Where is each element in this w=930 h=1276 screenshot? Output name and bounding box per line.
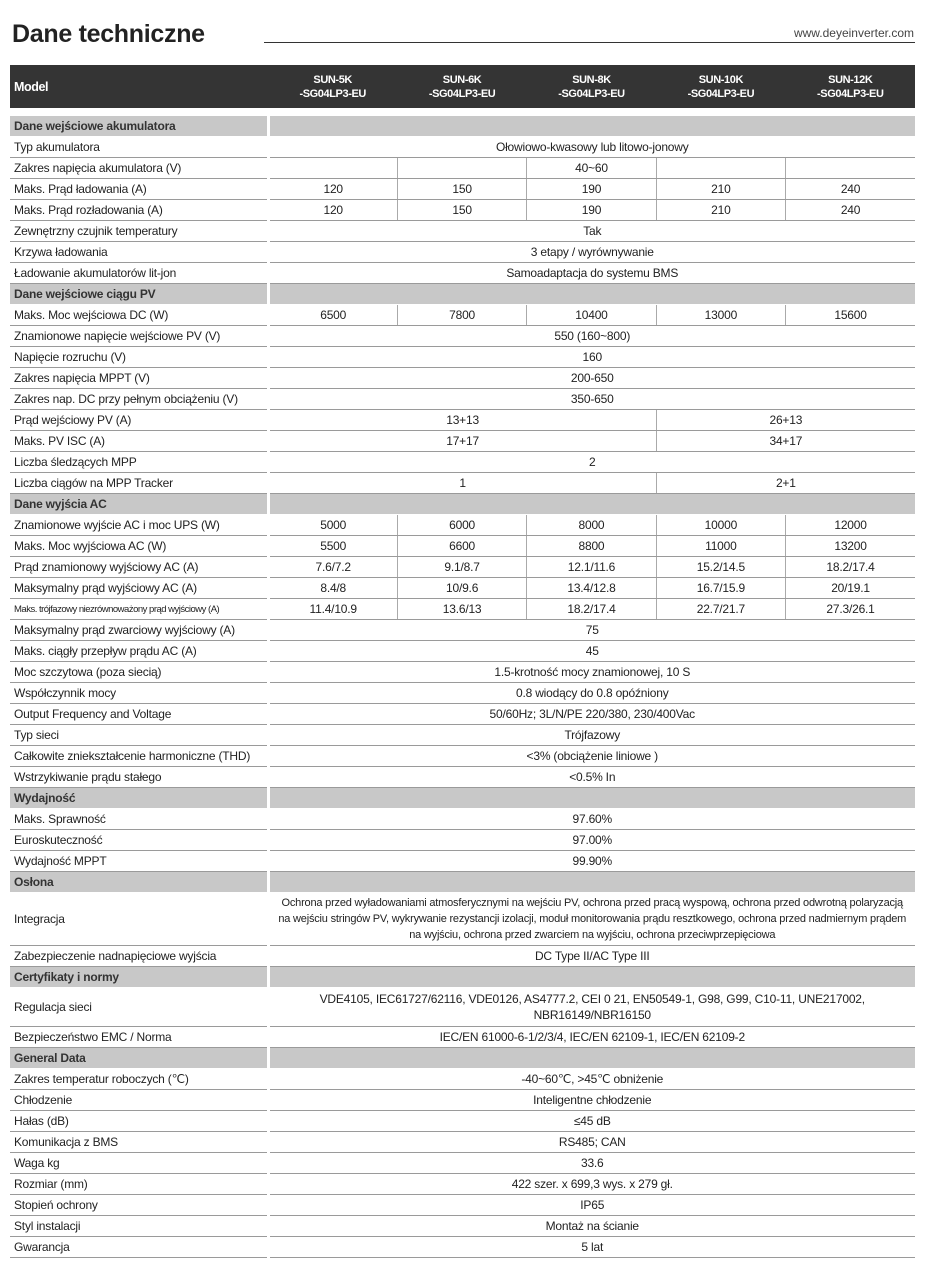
spec-label: Moc szczytowa (poza siecią) <box>10 662 268 683</box>
section-header-row <box>10 494 915 515</box>
spec-row <box>10 305 915 326</box>
spec-row <box>10 221 915 242</box>
section-fill <box>268 284 915 305</box>
spec-row <box>10 200 915 221</box>
spec-label: Napięcie rozruchu (V) <box>10 347 268 368</box>
spec-label: Hałas (dB) <box>10 1111 268 1132</box>
spec-row <box>10 851 915 872</box>
spec-value: 2+1 <box>656 473 915 494</box>
spec-value: 13.4/12.8 <box>527 578 656 599</box>
spec-label: Maks. Sprawność <box>10 809 268 830</box>
spec-label: Maksymalny prąd zwarciowy wyjściowy (A) <box>10 620 268 641</box>
spec-label: Maks. Moc wejściowa DC (W) <box>10 305 268 326</box>
spec-label: Maks. ciągły przepływ prądu AC (A) <box>10 641 268 662</box>
spec-label: Styl instalacji <box>10 1216 268 1237</box>
spec-label: Maksymalny prąd wyjściowy AC (A) <box>10 578 268 599</box>
spec-value: 13+13 <box>268 410 656 431</box>
spec-label: Euroskuteczność <box>10 830 268 851</box>
spec-value: 45 <box>268 641 915 662</box>
spec-label: Maks. Prąd rozładowania (A) <box>10 200 268 221</box>
spec-value: IP65 <box>268 1195 915 1216</box>
spec-value: 97.00% <box>268 830 915 851</box>
spec-value: 8.4/8 <box>268 578 397 599</box>
spec-value: 13200 <box>786 536 915 557</box>
spec-value: Montaż na ścianie <box>268 1216 915 1237</box>
section-title: General Data <box>10 1048 268 1069</box>
spec-value: 12000 <box>786 515 915 536</box>
spec-label: Prąd wejściowy PV (A) <box>10 410 268 431</box>
spec-label: Maks. Moc wyjściowa AC (W) <box>10 536 268 557</box>
spec-value: Tak <box>268 221 915 242</box>
spec-value: 3 etapy / wyrównywanie <box>268 242 915 263</box>
spec-value: 0.8 wiodący do 0.8 opóźniony <box>268 683 915 704</box>
spec-value: 6600 <box>397 536 526 557</box>
spec-value: Ochrona przed wyładowaniami atmosferycznymi na wejściu PV, ochrona przed pracą wyspową, ochrona przed odwrotną polaryzacją na wejściu stringów PV, wykrywanie rezystancji izolacji, moduł monitorowania prądu resztkowego, ochrona przed nadmiernym prądem na wyjściu, ochrona przed zwarciem na wyjściu, ochrona przeciwprzepięciowa <box>268 893 915 946</box>
website-url: www.deyeinverter.com <box>793 26 914 40</box>
section-title: Dane wejściowe ciągu PV <box>10 284 268 305</box>
section-title: Dane wyjścia AC <box>10 494 268 515</box>
spacer-cell <box>10 108 915 116</box>
spec-label: Gwarancja <box>10 1237 268 1258</box>
spec-row <box>10 725 915 746</box>
spec-value: 40~60 <box>527 158 656 179</box>
spec-value: 13.6/13 <box>397 599 526 620</box>
spec-value: 5 lat <box>268 1237 915 1258</box>
spec-row <box>10 1090 915 1111</box>
spec-value: 10000 <box>656 515 785 536</box>
spec-row <box>10 431 915 452</box>
spec-row <box>10 578 915 599</box>
section-header-row <box>10 116 915 137</box>
section-title: Dane wejściowe akumulatora <box>10 116 268 137</box>
spec-row <box>10 946 915 967</box>
section-fill <box>268 116 915 137</box>
spec-value: 11000 <box>656 536 785 557</box>
spec-label: Zewnętrzny czujnik temperatury <box>10 221 268 242</box>
spec-row <box>10 410 915 431</box>
model-header-row <box>10 65 915 108</box>
spec-value: 50/60Hz; 3L/N/PE 220/380, 230/400Vac <box>268 704 915 725</box>
spec-row <box>10 1132 915 1153</box>
spec-row <box>10 557 915 578</box>
spec-row <box>10 473 915 494</box>
spec-label: Zabezpieczenie nadnapięciowe wyjścia <box>10 946 268 967</box>
spec-row <box>10 641 915 662</box>
spec-row <box>10 137 915 158</box>
spec-value: 350-650 <box>268 389 915 410</box>
spec-label: Wydajność MPPT <box>10 851 268 872</box>
spec-value: <3% (obciążenie liniowe ) <box>268 746 915 767</box>
section-fill <box>268 967 915 988</box>
spec-row <box>10 158 915 179</box>
spec-label: Krzywa ładowania <box>10 242 268 263</box>
spec-value: 150 <box>397 200 526 221</box>
spec-row <box>10 1111 915 1132</box>
spec-label: Znamionowe napięcie wejściowe PV (V) <box>10 326 268 347</box>
spec-row <box>10 599 915 620</box>
spec-body <box>10 108 915 1258</box>
spec-row <box>10 1069 915 1090</box>
spec-value: 6000 <box>397 515 526 536</box>
spacer <box>10 108 915 116</box>
spec-value: 5000 <box>268 515 397 536</box>
spec-value: IEC/EN 61000-6-1/2/3/4, IEC/EN 62109-1, IEC/EN 62109-2 <box>268 1027 915 1048</box>
spec-value: 15.2/14.5 <box>656 557 785 578</box>
spec-label: Wstrzykiwanie prądu stałego <box>10 767 268 788</box>
section-header-row <box>10 788 915 809</box>
spec-value: 6500 <box>268 305 397 326</box>
spec-row <box>10 893 915 946</box>
spec-value: 13000 <box>656 305 785 326</box>
spec-value: 26+13 <box>656 410 915 431</box>
spec-label: Komunikacja z BMS <box>10 1132 268 1153</box>
spec-value: 9.1/8.7 <box>397 557 526 578</box>
spec-row <box>10 1216 915 1237</box>
section-fill <box>268 1048 915 1069</box>
spec-value: 2 <box>268 452 915 473</box>
spec-label: Maks. trójfazowy niezrównoważony prąd wyjściowy (A) <box>10 599 268 620</box>
section-fill <box>268 494 915 515</box>
spec-label: Bezpieczeństwo EMC / Norma <box>10 1027 268 1048</box>
spec-value: 1 <box>268 473 656 494</box>
spec-value: 8800 <box>527 536 656 557</box>
spec-row <box>10 263 915 284</box>
spec-row <box>10 704 915 725</box>
spec-row <box>10 1027 915 1048</box>
spec-value: Trójfazowy <box>268 725 915 746</box>
spec-label: Współczynnik mocy <box>10 683 268 704</box>
spec-value <box>786 158 915 179</box>
spec-value: 422 szer. x 699,3 wys. x 279 gł. <box>268 1174 915 1195</box>
model-name: SUN-10K -SG04LP3-EU <box>656 65 785 108</box>
spec-value <box>656 158 785 179</box>
spec-value: 1.5-krotność mocy znamionowej, 10 S <box>268 662 915 683</box>
spec-value: Inteligentne chłodzenie <box>268 1090 915 1111</box>
section-header-row <box>10 284 915 305</box>
spec-row <box>10 242 915 263</box>
spec-value: 7.6/7.2 <box>268 557 397 578</box>
spec-label: Liczba ciągów na MPP Tracker <box>10 473 268 494</box>
spec-label: Waga kg <box>10 1153 268 1174</box>
spec-row <box>10 683 915 704</box>
spec-value: RS485; CAN <box>268 1132 915 1153</box>
spec-row <box>10 452 915 473</box>
spec-label: Liczba śledzących MPP <box>10 452 268 473</box>
spec-value: 120 <box>268 200 397 221</box>
spec-value: 240 <box>786 179 915 200</box>
section-header-row <box>10 967 915 988</box>
spec-value: 160 <box>268 347 915 368</box>
section-title: Osłona <box>10 872 268 893</box>
spec-value: 15600 <box>786 305 915 326</box>
section-title: Wydajność <box>10 788 268 809</box>
spec-value: 11.4/10.9 <box>268 599 397 620</box>
spec-value: 22.7/21.7 <box>656 599 785 620</box>
spec-label: Maks. PV ISC (A) <box>10 431 268 452</box>
spec-value: 190 <box>527 179 656 200</box>
spec-label: Regulacja sieci <box>10 988 268 1027</box>
spec-row <box>10 1153 915 1174</box>
spec-label: Zakres napięcia MPPT (V) <box>10 368 268 389</box>
model-name: SUN-5K -SG04LP3-EU <box>268 65 397 108</box>
spec-value <box>268 158 397 179</box>
spec-label: Zakres temperatur roboczych (℃) <box>10 1069 268 1090</box>
spec-value: 190 <box>527 200 656 221</box>
spec-value: 200-650 <box>268 368 915 389</box>
spec-table <box>10 65 915 1258</box>
spec-value: VDE4105, IEC61727/62116, VDE0126, AS4777.2, CEI 0 21, EN50549-1, G98, G99, C10-11, UNE217002, NBR16149/NBR16150 <box>268 988 915 1027</box>
section-fill <box>268 872 915 893</box>
spec-value: 18.2/17.4 <box>527 599 656 620</box>
spec-value: 10/9.6 <box>397 578 526 599</box>
spec-value: 550 (160~800) <box>268 326 915 347</box>
model-name: SUN-6K -SG04LP3-EU <box>397 65 526 108</box>
spec-value: ≤45 dB <box>268 1111 915 1132</box>
spec-value: 99.90% <box>268 851 915 872</box>
spec-label: Ładowanie akumulatorów lit-jon <box>10 263 268 284</box>
model-name: SUN-8K -SG04LP3-EU <box>527 65 656 108</box>
section-header-row <box>10 1048 915 1069</box>
spec-value: Samoadaptacja do systemu BMS <box>268 263 915 284</box>
spec-value: 150 <box>397 179 526 200</box>
spec-value: 10400 <box>527 305 656 326</box>
spec-row <box>10 536 915 557</box>
spec-value: 20/19.1 <box>786 578 915 599</box>
spec-label: Prąd znamionowy wyjściowy AC (A) <box>10 557 268 578</box>
spec-value: 34+17 <box>656 431 915 452</box>
spec-value: 16.7/15.9 <box>656 578 785 599</box>
spec-label: Typ akumulatora <box>10 137 268 158</box>
spec-row <box>10 515 915 536</box>
spec-value: 27.3/26.1 <box>786 599 915 620</box>
spec-row <box>10 1237 915 1258</box>
page-title: Dane techniczne <box>12 20 205 48</box>
spec-row <box>10 988 915 1027</box>
spec-row <box>10 389 915 410</box>
spec-row <box>10 809 915 830</box>
title-divider <box>264 42 915 43</box>
spec-label: Rozmiar (mm) <box>10 1174 268 1195</box>
spec-value: <0.5% In <box>268 767 915 788</box>
spec-label: Zakres napięcia akumulatora (V) <box>10 158 268 179</box>
spec-label: Zakres nap. DC przy pełnym obciążeniu (V) <box>10 389 268 410</box>
spec-value: 75 <box>268 620 915 641</box>
spec-row <box>10 620 915 641</box>
spec-value: 210 <box>656 200 785 221</box>
spec-row <box>10 662 915 683</box>
spec-row <box>10 1195 915 1216</box>
spec-value <box>397 158 526 179</box>
spec-label: Maks. Prąd ładowania (A) <box>10 179 268 200</box>
spec-label: Znamionowe wyjście AC i moc UPS (W) <box>10 515 268 536</box>
spec-row <box>10 1174 915 1195</box>
section-header-row <box>10 872 915 893</box>
model-label: Model <box>10 65 268 108</box>
spec-row <box>10 767 915 788</box>
spec-row <box>10 326 915 347</box>
spec-value: 5500 <box>268 536 397 557</box>
spec-value: 18.2/17.4 <box>786 557 915 578</box>
spec-label: Chłodzenie <box>10 1090 268 1111</box>
spec-value: 240 <box>786 200 915 221</box>
spec-value: -40~60℃, >45℃ obniżenie <box>268 1069 915 1090</box>
spec-label: Output Frequency and Voltage <box>10 704 268 725</box>
spec-label: Typ sieci <box>10 725 268 746</box>
section-title: Certyfikaty i normy <box>10 967 268 988</box>
spec-value: 97.60% <box>268 809 915 830</box>
spec-label: Całkowite zniekształcenie harmoniczne (THD) <box>10 746 268 767</box>
spec-row <box>10 179 915 200</box>
spec-row <box>10 746 915 767</box>
spec-value: 33.6 <box>268 1153 915 1174</box>
spec-row <box>10 368 915 389</box>
spec-value: 8000 <box>527 515 656 536</box>
spec-value: 12.1/11.6 <box>527 557 656 578</box>
model-name: SUN-12K -SG04LP3-EU <box>786 65 915 108</box>
spec-row <box>10 347 915 368</box>
spec-value: Ołowiowo-kwasowy lub litowo-jonowy <box>268 137 915 158</box>
spec-value: 120 <box>268 179 397 200</box>
spec-value: 210 <box>656 179 785 200</box>
spec-value: DC Type II/AC Type III <box>268 946 915 967</box>
spec-label: Stopień ochrony <box>10 1195 268 1216</box>
spec-row <box>10 830 915 851</box>
spec-value: 7800 <box>397 305 526 326</box>
spec-value: 17+17 <box>268 431 656 452</box>
section-fill <box>268 788 915 809</box>
spec-label: Integracja <box>10 893 268 946</box>
